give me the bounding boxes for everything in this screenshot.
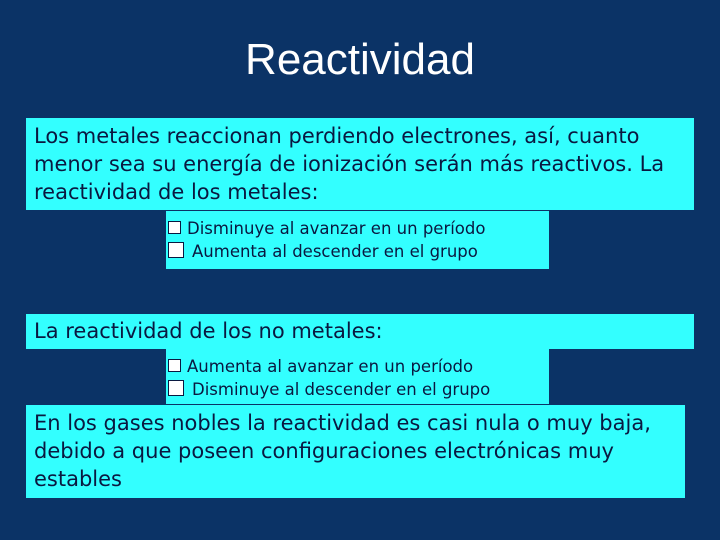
noble-gases-box <box>26 405 685 498</box>
slide-title: Reactividad <box>245 35 475 84</box>
bullet-text: Disminuye al avanzar en un período <box>187 219 486 238</box>
square-bullet-icon <box>168 380 184 396</box>
list-item <box>166 217 549 240</box>
list-item <box>166 240 549 263</box>
nonmetals-heading: La reactividad de los no metales: <box>34 319 383 343</box>
square-bullet-icon <box>168 221 181 234</box>
bullet-text: Disminuye al descender en el grupo <box>192 380 491 399</box>
square-bullet-icon <box>168 242 184 258</box>
bullet-text: Aumenta al avanzar en un período <box>187 357 474 376</box>
metals-intro-box <box>26 118 694 210</box>
square-bullet-icon <box>168 359 181 372</box>
metals-bullets-box <box>166 211 549 269</box>
noble-gases-text: En los gases nobles la reactividad es casi nula o muy baja, debido a que poseen configuraciones electrónicas muy estables <box>34 411 651 491</box>
bullet-text: Aumenta al descender en el grupo <box>192 242 478 261</box>
list-item <box>166 355 549 378</box>
nonmetals-heading-box <box>26 314 694 349</box>
nonmetals-bullets-box <box>166 349 549 404</box>
list-item <box>166 378 549 401</box>
metals-intro-text: Los metales reaccionan perdiendo electrones, así, cuanto menor sea su energía de ionización serán más reactivos. La reactividad de los metales: <box>34 124 665 204</box>
